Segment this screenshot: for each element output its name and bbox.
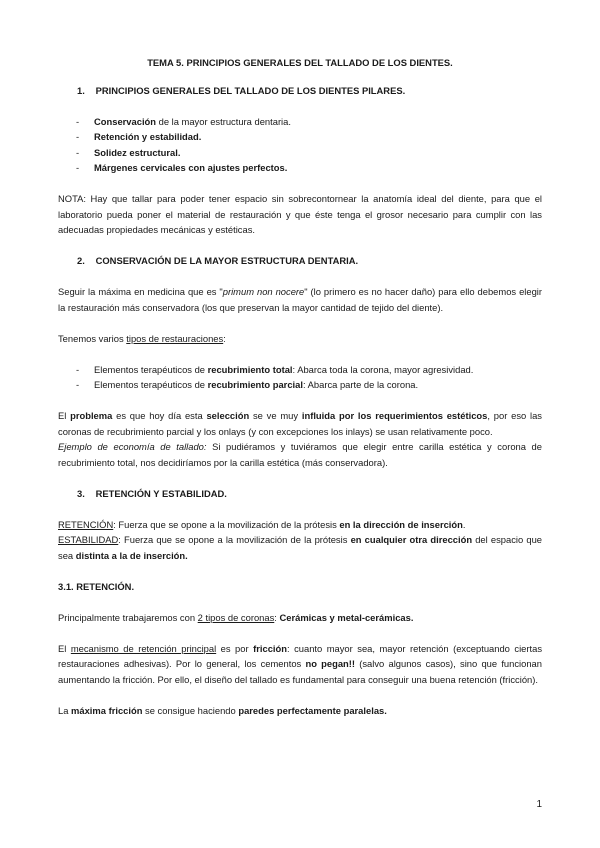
paragraph: Ejemplo de economía de tallado: Si pudiéramos y tuviéramos que elegir entre carilla estética y corona de recubrimiento total, nos decidiríamos por la carilla estética (más conservadora). (58, 441, 542, 468)
subsection-heading: 3.1. RETENCIÓN. (58, 580, 135, 592)
paragraph: El problema es que hoy día esta selección se ve muy influida por los requerimientos estéticos, por eso las coronas de recubrimiento parcial y los onlays (y con excepciones los inlays) se usan relativamente poco. (58, 410, 542, 437)
section-1-heading: 1. PRINCIPIOS GENERALES DEL TALLADO DE LOS DIENTES PILARES. (77, 84, 406, 96)
list-item: - Elementos terapéuticos de recubrimiento total: Abarca toda la corona, mayor agresividad. (58, 362, 542, 378)
paragraph: Seguir la máxima en medicina que es "primum non nocere" (lo primero es no hacer daño) para ello debemos elegir la restauración más conservadora (los que preservan la mayor cantidad de tejido del diente). (58, 286, 542, 313)
paragraph: Tenemos varios tipos de restauraciones: (58, 332, 226, 344)
list-item: - Elementos terapéuticos de recubrimiento parcial: Abarca parte de la corona. (58, 377, 542, 393)
paragraph: La máxima fricción se consigue haciendo paredes perfectamente paralelas. (58, 704, 387, 716)
paragraph: Principalmente trabajaremos con 2 tipos de coronas: Cerámicas y metal-cerámicas. (58, 611, 414, 623)
section-3-heading: 3. RETENCIÓN Y ESTABILIDAD. (77, 487, 227, 499)
section-1-list (58, 114, 542, 176)
list-item: - Márgenes cervicales con ajustes perfectos. (58, 160, 542, 176)
paragraph: ESTABILIDAD: Fuerza que se opone a la movilización de la prótesis en cualquier otra dirección del espacio que sea distinta a la de inserción. (58, 534, 543, 561)
page-title: TEMA 5. PRINCIPIOS GENERALES DEL TALLADO DE LOS DIENTES. (147, 57, 453, 68)
section-2-list (58, 362, 542, 393)
document-body (58, 55, 542, 718)
list-item: - Solidez estructural. (58, 145, 542, 161)
paragraph: El mecanismo de retención principal es por fricción: cuanto mayor sea, mayor retención (exceptuando ciertas restauraciones adhesivas). Por lo general, los cementos no pegan!! (salvo algunos casos), sino que funcionan aumentando la fricción. Por ello, el diseño del tallado es fundamental para conseguir una buena retención (fricción). (58, 642, 543, 685)
section-2-heading: 2. CONSERVACIÓN DE LA MAYOR ESTRUCTURA DENTARIA. (77, 255, 359, 266)
list-item: - Retención y estabilidad. (58, 129, 542, 145)
page-number: 1 (536, 799, 542, 810)
paragraph: RETENCIÓN: Fuerza que se opone a la movilización de la prótesis en la dirección de inserción. (58, 518, 466, 530)
note-paragraph: NOTA: Hay que tallar para poder tener espacio sin sobrecontornear la anatomía ideal del diente, para que el laboratorio pueda poner el material de restauración y que éste tenga el grosor necesario para cumplir con las adecuadas propiedades mecánicas y estéticas. (58, 193, 542, 235)
list-item: - Conservación de la mayor estructura dentaria. (58, 114, 542, 130)
